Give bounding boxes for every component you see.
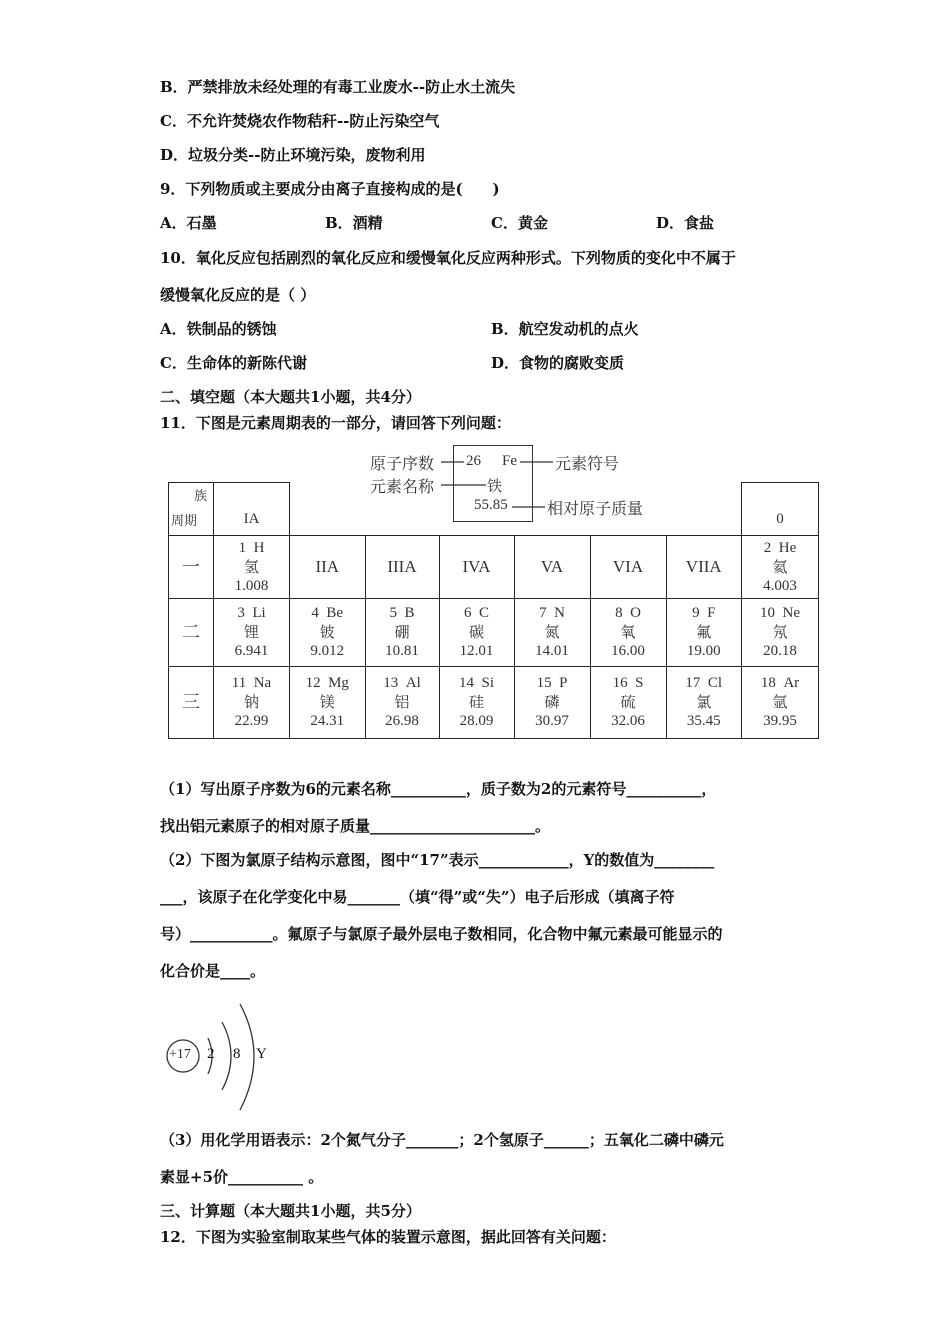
period-label: 三 <box>169 667 214 739</box>
element-cell <box>590 599 666 667</box>
period-row <box>169 536 819 599</box>
atomic-mass: 14.01 <box>535 643 569 659</box>
shell-1-electrons: 2 <box>207 1046 215 1062</box>
atomic-mass: 26.98 <box>385 713 419 729</box>
atomic-mass: 22.99 <box>234 713 269 729</box>
element-symbol: Ar <box>783 675 800 691</box>
group-header-cell <box>742 483 819 536</box>
group-header-cell <box>590 536 666 599</box>
element-symbol: F <box>707 605 716 621</box>
element-name: 硅 <box>468 693 484 711</box>
atomic-mass: 12.01 <box>459 643 494 659</box>
atomic-number: 7 <box>539 605 547 621</box>
group-header-cell <box>290 536 366 599</box>
element-symbol: S <box>635 675 644 691</box>
element-cell <box>439 667 514 739</box>
atomic-mass: 24.31 <box>310 713 345 729</box>
element-cell <box>214 599 290 667</box>
element-cell <box>742 536 819 599</box>
group-header-cell <box>666 536 742 599</box>
element-cell <box>666 599 742 667</box>
group-label: VIIA <box>685 556 722 576</box>
element-symbol: H <box>253 539 265 556</box>
atomic-mass: 4.003 <box>763 577 797 594</box>
element-name: 铍 <box>319 623 335 641</box>
group-header-cell <box>365 536 439 599</box>
q9-option-a: A．石墨 <box>160 214 217 232</box>
legend-mass-label: 相对原子质量 <box>547 499 644 518</box>
group-header-cell <box>439 536 514 599</box>
group-header-cell <box>666 483 742 536</box>
element-name: 氮 <box>544 623 560 641</box>
period-label: 一 <box>169 536 214 599</box>
q11-part3-line1: （3）用化学用语表示：2个氮气分子_______；2个氢原子______；五氧化二磷中磷元 <box>160 1131 724 1149</box>
element-name: 硼 <box>394 623 410 641</box>
group-label: IIA <box>315 556 340 576</box>
atomic-number: 12 <box>305 675 321 691</box>
atomic-mass: 1.008 <box>234 577 269 594</box>
q10-option-d: D．食物的腐败变质 <box>491 354 625 372</box>
element-symbol: Mg <box>328 675 349 691</box>
legend-symbol-label: 元素符号 <box>555 454 620 473</box>
element-name: 氦 <box>772 557 788 576</box>
group-label: VIA <box>612 556 644 576</box>
element-name: 氯 <box>696 693 712 711</box>
element-name: 铝 <box>394 693 410 711</box>
element-name: 氟 <box>696 623 712 641</box>
atomic-number: 18 <box>760 675 776 691</box>
element-name: 碳 <box>468 623 484 641</box>
element-name: 镁 <box>319 693 335 711</box>
q8-option-d: D．垃圾分类--防止环境污染，废物利用 <box>160 146 426 164</box>
legend-symbol: Fe <box>502 453 517 469</box>
element-symbol: Be <box>326 605 344 621</box>
atomic-mass: 19.00 <box>686 643 721 659</box>
element-name: 氧 <box>620 623 636 641</box>
element-name: 氖 <box>772 623 788 641</box>
element-name: 氩 <box>772 693 788 711</box>
element-symbol: Cl <box>707 675 723 691</box>
group-header-cell <box>514 536 590 599</box>
atomic-number: 10 <box>760 605 775 621</box>
corner-period-label: 周期 <box>171 514 198 529</box>
period-label: 二 <box>169 599 214 667</box>
section-3-heading: 三、计算题（本大题共1小题，共5分） <box>160 1202 421 1220</box>
element-cell <box>290 667 366 739</box>
q10-option-a: A．铁制品的锈蚀 <box>160 320 277 338</box>
element-cell <box>514 599 590 667</box>
element-name: 锂 <box>243 623 259 641</box>
atomic-mass: 20.18 <box>763 643 797 659</box>
group-label: 0 <box>776 511 784 527</box>
legend-name: 铁 <box>487 477 503 495</box>
q11-part2-line4: 化合价是____。 <box>160 962 266 980</box>
q11-part1-line2: 找出铝元素原子的相对原子质量______________________。 <box>160 817 551 835</box>
atomic-number: 14 <box>458 675 474 691</box>
chlorine-atom-diagram <box>160 998 280 1113</box>
atomic-mass: 39.95 <box>763 713 797 729</box>
element-symbol: N <box>554 605 565 621</box>
atomic-number: 9 <box>692 605 700 621</box>
q12-stem: 12．下图为实验室制取某些气体的装置示意图，据此回答有关问题： <box>160 1228 616 1246</box>
group-label: IA <box>243 511 260 527</box>
atomic-mass: 35.45 <box>686 713 721 729</box>
atomic-number: 13 <box>383 675 399 691</box>
element-symbol: O <box>630 605 641 621</box>
q11-part1-line1: （1）写出原子序数为6的元素名称__________，质子数为2的元素符号__________， <box>160 780 717 798</box>
element-cell <box>590 667 666 739</box>
atomic-number: 6 <box>463 605 472 621</box>
element-cell <box>742 599 819 667</box>
element-cell <box>290 599 366 667</box>
q10-option-c: C．生命体的新陈代谢 <box>160 354 307 372</box>
corner-cell <box>169 483 214 536</box>
group-label: IIIA <box>387 556 417 576</box>
element-symbol: P <box>559 675 568 691</box>
group-header-cell <box>590 483 666 536</box>
q11-part3-line2: 素显+5价__________ 。 <box>160 1168 324 1186</box>
q9-option-b: B．酒精 <box>325 214 383 232</box>
element-cell <box>214 536 290 599</box>
element-cell <box>742 667 819 739</box>
group-label: VA <box>540 556 564 576</box>
atomic-number: 8 <box>615 605 623 621</box>
q11-part2-line1: （2）下图为氯原子结构示意图，图中“17”表示____________，Y的数值为________ <box>160 851 715 869</box>
atomic-mass: 32.06 <box>611 713 645 729</box>
legend-name-label: 元素名称 <box>370 477 435 496</box>
atomic-number: 3 <box>237 605 245 621</box>
atomic-number: 5 <box>389 605 397 621</box>
atomic-number: 11 <box>231 675 247 691</box>
q11-part2-line3: 号）___________。氟原子与氯原子最外层电子数相同，化合物中氟元素最可能显示的 <box>160 925 723 943</box>
group-header-cell <box>439 483 514 536</box>
period-row <box>169 599 819 667</box>
shell-3-electrons: Y <box>256 1046 267 1062</box>
atomic-number: 17 <box>685 675 701 691</box>
periodic-table <box>168 482 819 739</box>
q8-option-c: C．不允许焚烧农作物秸秆--防止污染空气 <box>160 112 440 130</box>
legend-mass: 55.85 <box>474 497 508 513</box>
element-name: 钠 <box>243 693 259 711</box>
element-cell <box>365 667 439 739</box>
header-row <box>169 483 819 536</box>
q10-stem: 10．氧化反应包括剧烈的氧化反应和缓慢氧化反应两种形式。下列物质的变化中不属于 <box>160 249 736 267</box>
q11-part2-line2: ___，该原子在化学变化中易_______（填“得”或“失”）电子后形成（填离子符 <box>160 888 675 906</box>
legend-number-label: 原子序数 <box>370 454 435 473</box>
element-symbol: Al <box>405 675 421 691</box>
nucleus-charge: +17 <box>169 1047 191 1062</box>
element-name: 硫 <box>620 693 636 711</box>
atomic-mass: 30.97 <box>535 713 569 729</box>
element-symbol: He <box>778 539 797 556</box>
corner-group-label: 族 <box>193 489 207 504</box>
element-symbol: Si <box>481 675 494 691</box>
atomic-mass: 16.00 <box>611 643 645 659</box>
element-symbol: Ne <box>782 605 800 621</box>
legend-number: 26 <box>466 453 481 469</box>
element-cell <box>666 667 742 739</box>
group-header-cell <box>365 483 439 536</box>
element-name: 氢 <box>243 557 259 576</box>
element-cell <box>214 667 290 739</box>
atomic-number: 1 <box>238 539 247 556</box>
q9-stem: 9．下列物质或主要成分由离子直接构成的是( ) <box>160 180 500 198</box>
q9-option-c: C．黄金 <box>491 214 548 232</box>
element-symbol: Na <box>253 675 272 691</box>
section-2-heading: 二、填空题（本大题共1小题，共4分） <box>160 388 421 406</box>
group-header-cell <box>290 483 366 536</box>
q8-option-b: B．严禁排放未经处理的有毒工业废水--防止水土流失 <box>160 78 516 96</box>
element-cell <box>439 599 514 667</box>
atomic-mass: 10.81 <box>385 643 419 659</box>
atomic-number: 16 <box>612 675 628 691</box>
q11-stem: 11．下图是元素周期表的一部分，请回答下列问题： <box>160 414 511 432</box>
element-symbol: B <box>404 605 415 621</box>
group-label: IVA <box>462 556 491 576</box>
atomic-mass: 28.09 <box>459 713 494 729</box>
shell-2-electrons: 8 <box>233 1046 241 1062</box>
group-header-cell <box>514 483 590 536</box>
atomic-number: 2 <box>763 539 772 556</box>
group-header-cell <box>214 483 290 536</box>
element-symbol: Li <box>252 605 266 621</box>
element-cell <box>365 599 439 667</box>
element-name: 磷 <box>544 693 560 711</box>
period-row <box>169 667 819 739</box>
q10-option-b: B．航空发动机的点火 <box>491 320 639 338</box>
q10-stem-cont: 缓慢氧化反应的是（ ） <box>160 286 316 304</box>
atomic-mass: 6.941 <box>234 643 269 659</box>
atomic-mass: 9.012 <box>310 643 345 659</box>
atomic-number: 15 <box>536 675 552 691</box>
q9-option-d: D．食盐 <box>656 214 715 232</box>
element-symbol: C <box>478 605 489 621</box>
atomic-number: 4 <box>311 605 319 621</box>
element-cell <box>514 667 590 739</box>
